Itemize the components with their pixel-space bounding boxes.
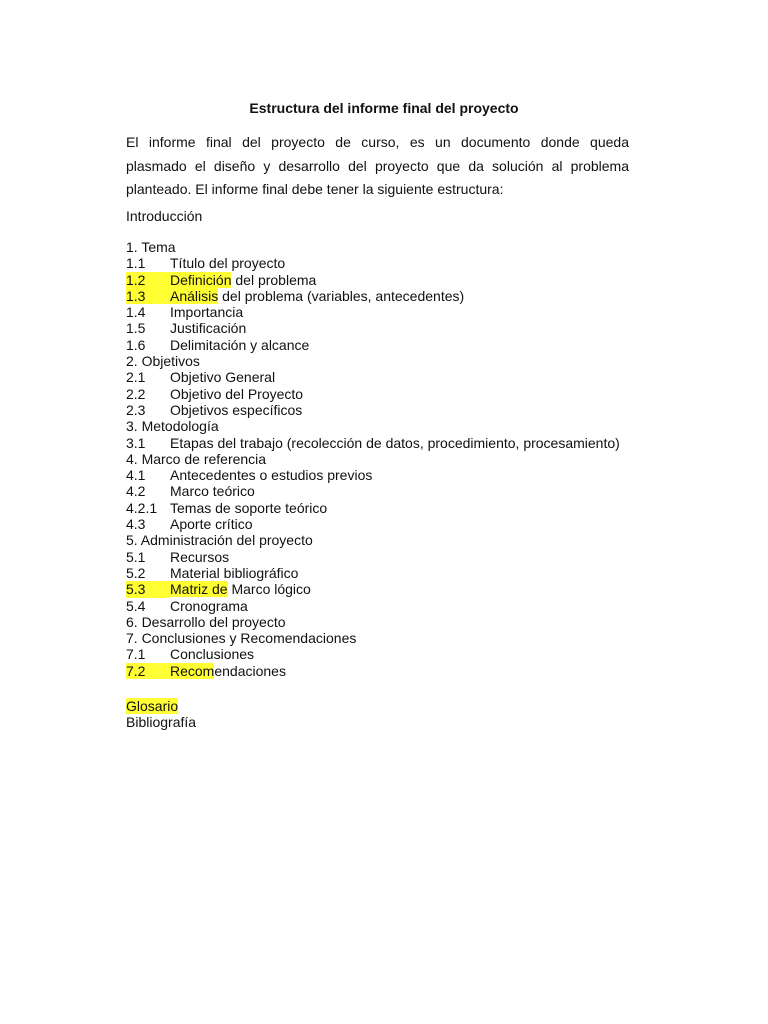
outline-text: Etapas del trabajo (recolección de datos, procedimiento, procesamiento) [170, 434, 620, 451]
outline-number: 2.1 [126, 369, 146, 386]
outline-list [126, 239, 686, 679]
outline-item [126, 630, 686, 646]
highlighted-text: Análisis [170, 287, 219, 304]
outline-item [126, 255, 686, 271]
outline-number: 7.1 [126, 646, 146, 663]
outline-item [126, 288, 686, 304]
outline-section-heading: 4. Marco de referencia [126, 450, 267, 467]
glosario-item: Glosario [126, 698, 179, 714]
outline-item [126, 435, 686, 451]
outline-text: Título del proyecto [170, 255, 286, 272]
intro-line: El informe final del proyecto de curso, es un documento donde queda [126, 134, 629, 150]
closing-section [126, 698, 196, 731]
outline-item [126, 483, 686, 499]
outline-text: Delimitación y alcance [170, 336, 310, 353]
outline-number: 1.3 [126, 288, 170, 304]
outline-section-heading: 5. Administración del proyecto [126, 532, 313, 549]
outline-text: Objetivo General [170, 369, 276, 386]
outline-text: endaciones [214, 662, 286, 679]
outline-number: 3.1 [126, 434, 146, 451]
outline-item [126, 500, 686, 516]
outline-text: Temas de soporte teórico [170, 499, 328, 516]
outline-item [126, 239, 686, 255]
outline-item [126, 581, 686, 597]
highlighted-text: Matriz de [170, 581, 228, 598]
outline-item [126, 353, 686, 369]
outline-item [126, 272, 686, 288]
outline-number: 5.1 [126, 548, 146, 565]
outline-item [126, 516, 686, 532]
outline-item [126, 565, 686, 581]
outline-item [126, 598, 686, 614]
intro-line: plasmado el diseño y desarrollo del proyecto que da solución al problema [126, 157, 629, 174]
outline-text: Objetivo del Proyecto [170, 385, 304, 402]
outline-text: Objetivos específicos [170, 401, 303, 418]
outline-text: Aporte crítico [170, 516, 253, 533]
outline-text: Cronograma [170, 597, 248, 614]
outline-text: Material bibliográfico [170, 564, 299, 581]
outline-number: 7.2 [126, 663, 170, 679]
outline-item [126, 467, 686, 483]
outline-number: 5.4 [126, 597, 146, 614]
outline-number: 1.5 [126, 320, 146, 337]
outline-number: 1.6 [126, 336, 146, 353]
outline-text: Importancia [170, 304, 244, 321]
outline-number: 4.1 [126, 467, 146, 484]
outline-section-heading: 3. Metodología [126, 418, 219, 435]
outline-section-heading: 6. Desarrollo del proyecto [126, 613, 286, 630]
outline-item [126, 418, 686, 434]
outline-item [126, 402, 686, 418]
highlighted-text: Recom [170, 662, 215, 679]
outline-item [126, 386, 686, 402]
outline-item [126, 646, 686, 662]
outline-section-heading: 7. Conclusiones y Recomendaciones [126, 630, 357, 647]
outline-item [126, 451, 686, 467]
outline-number: 2.2 [126, 385, 146, 402]
outline-number: 4.3 [126, 516, 146, 533]
outline-text: Marco lógico [227, 581, 311, 598]
outline-text: Marco teórico [170, 483, 255, 500]
outline-text: del problema [231, 271, 317, 288]
outline-item [126, 337, 686, 353]
outline-item [126, 369, 686, 385]
outline-number: 4.2.1 [126, 499, 158, 516]
intro-paragraph [126, 131, 629, 202]
outline-text: Conclusiones [170, 646, 255, 663]
document-title: Estructura del informe final del proyecto [249, 100, 519, 116]
outline-item [126, 532, 686, 548]
outline-number: 5.3 [126, 581, 170, 597]
intro-line: planteado. El informe final debe tener la siguiente estructura: [126, 181, 504, 197]
outline-number: 1.4 [126, 304, 146, 321]
outline-number: 1.1 [126, 255, 146, 272]
outline-text: Antecedentes o estudios previos [170, 467, 373, 484]
outline-number: 4.2 [126, 483, 146, 500]
bibliografia-item: Bibliografía [126, 714, 197, 731]
outline-text: Recursos [170, 548, 230, 565]
introduccion-heading: Introducción [126, 208, 203, 224]
outline-item [126, 614, 686, 630]
outline-text: del problema (variables, antecedentes) [218, 287, 465, 304]
outline-number: 5.2 [126, 564, 146, 581]
outline-item [126, 549, 686, 565]
highlighted-text: Definición [170, 271, 232, 288]
outline-item [126, 320, 686, 336]
outline-section-heading: 1. Tema [126, 239, 176, 255]
outline-item [126, 304, 686, 320]
outline-item [126, 663, 686, 679]
outline-number: 1.2 [126, 272, 170, 288]
outline-number: 2.3 [126, 401, 146, 418]
outline-text: Justificación [170, 320, 247, 337]
outline-section-heading: 2. Objetivos [126, 353, 200, 370]
